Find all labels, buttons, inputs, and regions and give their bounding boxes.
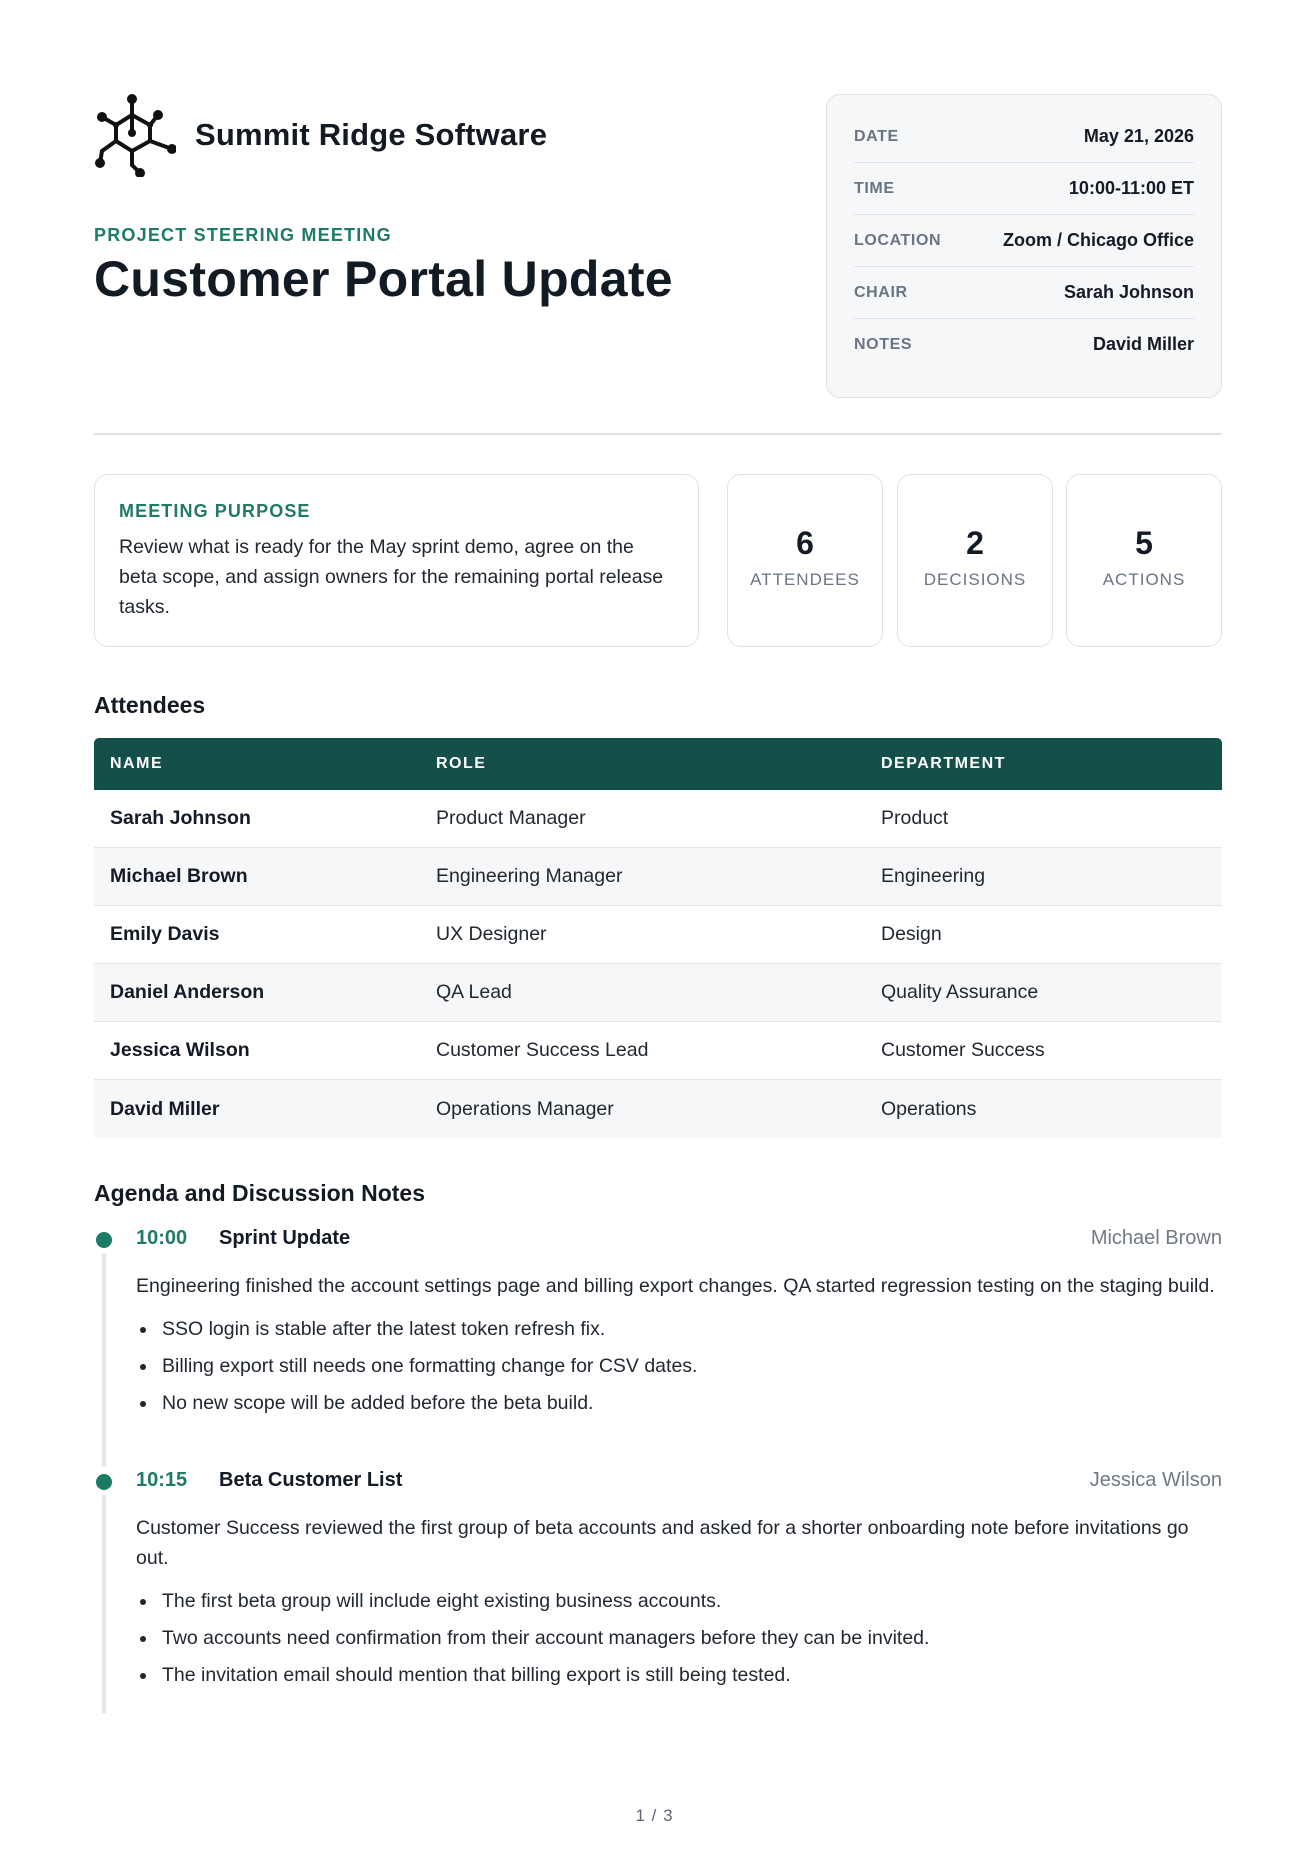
stat-label: ATTENDEES [750,570,860,589]
table-row [94,1080,1222,1138]
column-header-department: DEPARTMENT [881,755,1006,772]
brand [94,93,547,177]
stat-decisions [897,474,1053,647]
agenda-body [136,1513,1222,1694]
page-number: 1 / 3 [635,1806,674,1825]
cell-department: Product [881,807,949,829]
meta-key: LOCATION [854,231,942,249]
cell-name: Daniel Anderson [110,981,265,1003]
agenda-title: Sprint Update [219,1227,351,1249]
agenda-time: 10:00 [136,1227,188,1249]
header-divider [94,433,1222,435]
agenda-item-header [94,1225,1222,1255]
table-row [94,848,1222,906]
agenda-body [136,1271,1222,1422]
meta-row-time [854,163,1194,215]
stat-number: 5 [1135,525,1153,561]
molecule-logo-icon [94,93,176,177]
meta-row-date [854,111,1194,163]
cell-name: Jessica Wilson [110,1039,250,1061]
list-item: Billing export still needs one formatting change for CSV dates. [136,1348,1222,1385]
stat-label: ACTIONS [1102,570,1186,589]
meta-key: TIME [854,179,895,197]
agenda-owner: Jessica Wilson [1089,1469,1222,1491]
cell-name: Emily Davis [110,923,220,945]
cell-department: Customer Success [881,1039,1045,1061]
column-header-name: NAME [110,755,164,772]
meeting-details-card [826,94,1222,398]
meta-key: DATE [854,127,899,145]
list-item: No new scope will be added before the beta build. [136,1385,1222,1422]
agenda-item [94,1467,1222,1697]
meta-row-chair [854,267,1194,319]
meta-key: CHAIR [854,283,908,301]
meta-key: NOTES [854,335,913,353]
cell-role: Customer Success Lead [436,1039,649,1061]
cell-department: Engineering [881,865,986,887]
agenda-time: 10:15 [136,1469,188,1491]
attendees-heading: Attendees [94,692,206,718]
cell-department: Design [881,923,942,945]
cell-role: UX Designer [436,923,547,945]
meta-value: David Miller [1092,334,1194,354]
agenda-bullets [136,1583,1222,1694]
meta-row-location [854,215,1194,267]
agenda-heading: Agenda and Discussion Notes [94,1180,426,1206]
list-item: The invitation email should mention that billing export is still being tested. [136,1657,1222,1694]
company-name: Summit Ridge Software [195,117,548,152]
meta-value: 10:00-11:00 ET [1068,178,1194,198]
table-row [94,964,1222,1022]
cell-name: David Miller [110,1097,220,1120]
cell-department: Operations [881,1097,977,1120]
timeline-line [102,1495,106,1713]
agenda-summary: Customer Success reviewed the first group of beta accounts and asked for a shorter onboarding note before invitations go out. [136,1517,1189,1569]
page-title: Customer Portal Update [94,251,673,307]
table-row [94,790,1222,848]
list-item: The first beta group will include eight existing business accounts. [136,1583,1222,1620]
table-row [94,906,1222,964]
stat-label: DECISIONS [923,570,1027,589]
column-header-role: ROLE [436,755,487,772]
stat-number: 2 [966,525,984,561]
cell-role: QA Lead [436,981,512,1003]
meta-value: Sarah Johnson [1063,282,1194,302]
table-header [94,738,1222,790]
stat-number: 6 [796,525,814,561]
agenda-owner: Michael Brown [1090,1227,1222,1249]
cell-department: Quality Assurance [881,981,1039,1003]
agenda-item [94,1225,1222,1467]
stat-attendees [727,474,883,647]
cell-role: Operations Manager [436,1097,614,1120]
cell-role: Product Manager [436,807,586,829]
agenda-bullets [136,1311,1222,1422]
attendees-table [94,738,1222,1138]
cell-name: Michael Brown [110,865,248,887]
meta-value: Zoom / Chicago Office [1002,230,1194,250]
timeline-line [102,1253,106,1467]
table-row [94,1022,1222,1080]
meeting-purpose-card [94,474,699,647]
agenda-title: Beta Customer List [219,1469,403,1491]
meta-row-notes [854,319,1194,370]
agenda-item-header [94,1467,1222,1497]
meeting-type: PROJECT STEERING MEETING [94,225,392,245]
purpose-text: Review what is ready for the May sprint demo, agree on the beta scope, and assign owners for the remaining portal release tasks. [119,536,664,618]
agenda-timeline [94,1225,1222,1697]
meta-value: May 21, 2026 [1083,126,1194,146]
cell-role: Engineering Manager [436,865,623,887]
agenda-summary: Engineering finished the account settings page and billing export changes. QA started regression testing on the staging build. [136,1275,1215,1297]
purpose-label: MEETING PURPOSE [119,501,311,521]
list-item: SSO login is stable after the latest token refresh fix. [136,1311,1222,1348]
list-item: Two accounts need confirmation from their account managers before they can be invited. [136,1620,1222,1657]
cell-name: Sarah Johnson [110,807,251,829]
stat-actions [1066,474,1222,647]
